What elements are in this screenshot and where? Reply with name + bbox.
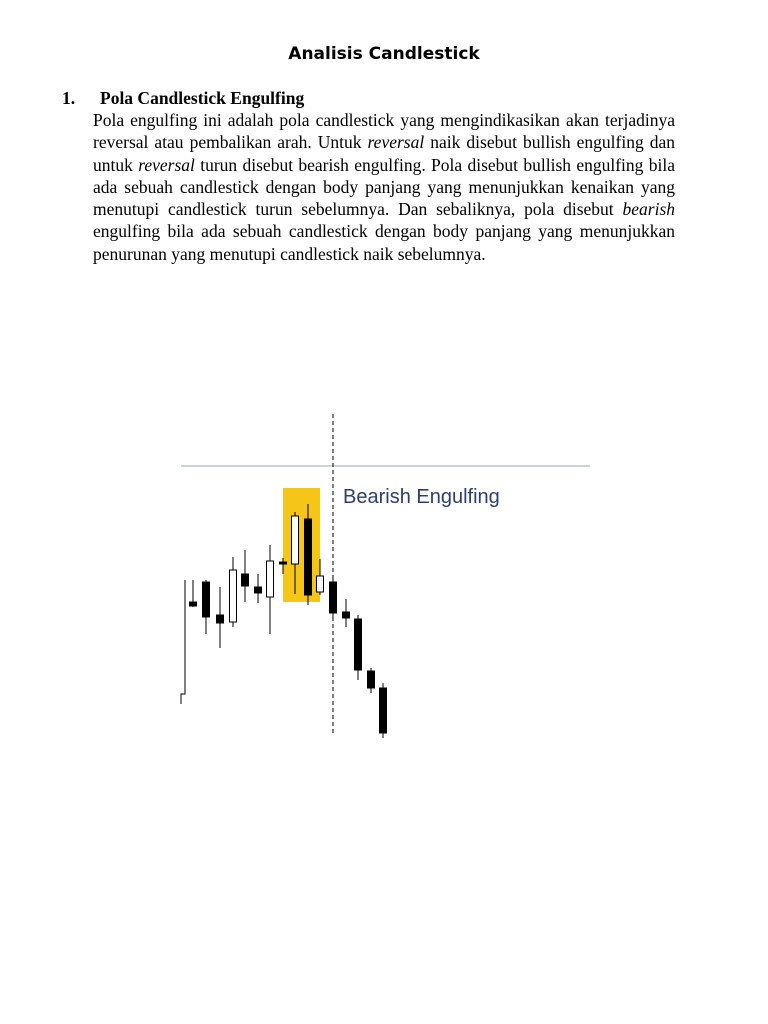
- candle-body-bullish: [317, 576, 324, 592]
- paragraph-part-1: Pola engulfing ini adalah pola candlestick yang mengindikasikan akan terjadinya reversal atau pembalikan arah. Untuk: [93, 110, 675, 153]
- candlestick-svg: [176, 412, 600, 738]
- candle-body-bearish: [255, 587, 262, 593]
- candle-body-bullish: [267, 561, 274, 597]
- document-title: Analisis Candlestick: [288, 44, 480, 64]
- candle-body-bearish: [242, 574, 249, 586]
- candle-body-bearish: [203, 582, 210, 617]
- candle-body-bearish: [330, 582, 337, 613]
- paragraph-italic-1: reversal: [367, 132, 425, 153]
- candle-body-bearish: [217, 615, 224, 623]
- paragraph-italic-2: reversal: [138, 154, 195, 175]
- paragraph-part-3: turun disebut bearish engulfing. Pola disebut bullish engulfing bila ada sebuah candlestick dengan body panjang yang menunjukkan kenaikan yang menutupi candlestick turun sebelumnya. Dan sebaliknya, pola disebut: [93, 154, 675, 220]
- candle-body-bearish: [380, 688, 387, 733]
- candle-body-bearish: [368, 671, 375, 688]
- paragraph-part-4: engulfing bila ada sebuah candlestick dengan body panjang yang menunjukkan penurunan yang menutupi candlestick naik sebelumnya.: [93, 221, 675, 264]
- section-number: 1.: [62, 88, 76, 108]
- candle-body-bearish: [343, 612, 350, 618]
- paragraph-part-2: naik disebut bullish engulfing dan untuk: [93, 132, 675, 175]
- candle-body-bearish: [355, 619, 362, 670]
- candle-body-bearish: [280, 562, 287, 564]
- section-heading: [62, 88, 304, 109]
- pattern-label: Bearish Engulfing: [343, 486, 500, 508]
- engulfing-highlight: [283, 488, 320, 602]
- candle-body-bearish: [305, 519, 312, 595]
- section-paragraph: [93, 109, 675, 265]
- candle-body-bearish: [190, 602, 197, 606]
- price-line-start: [181, 580, 185, 704]
- candle-body-bullish: [292, 516, 299, 564]
- candlestick-figure: [176, 412, 600, 738]
- paragraph-italic-3: bearish: [622, 199, 675, 220]
- section-heading-text: Pola Candlestick Engulfing: [100, 88, 305, 108]
- candle-body-bullish: [230, 570, 237, 622]
